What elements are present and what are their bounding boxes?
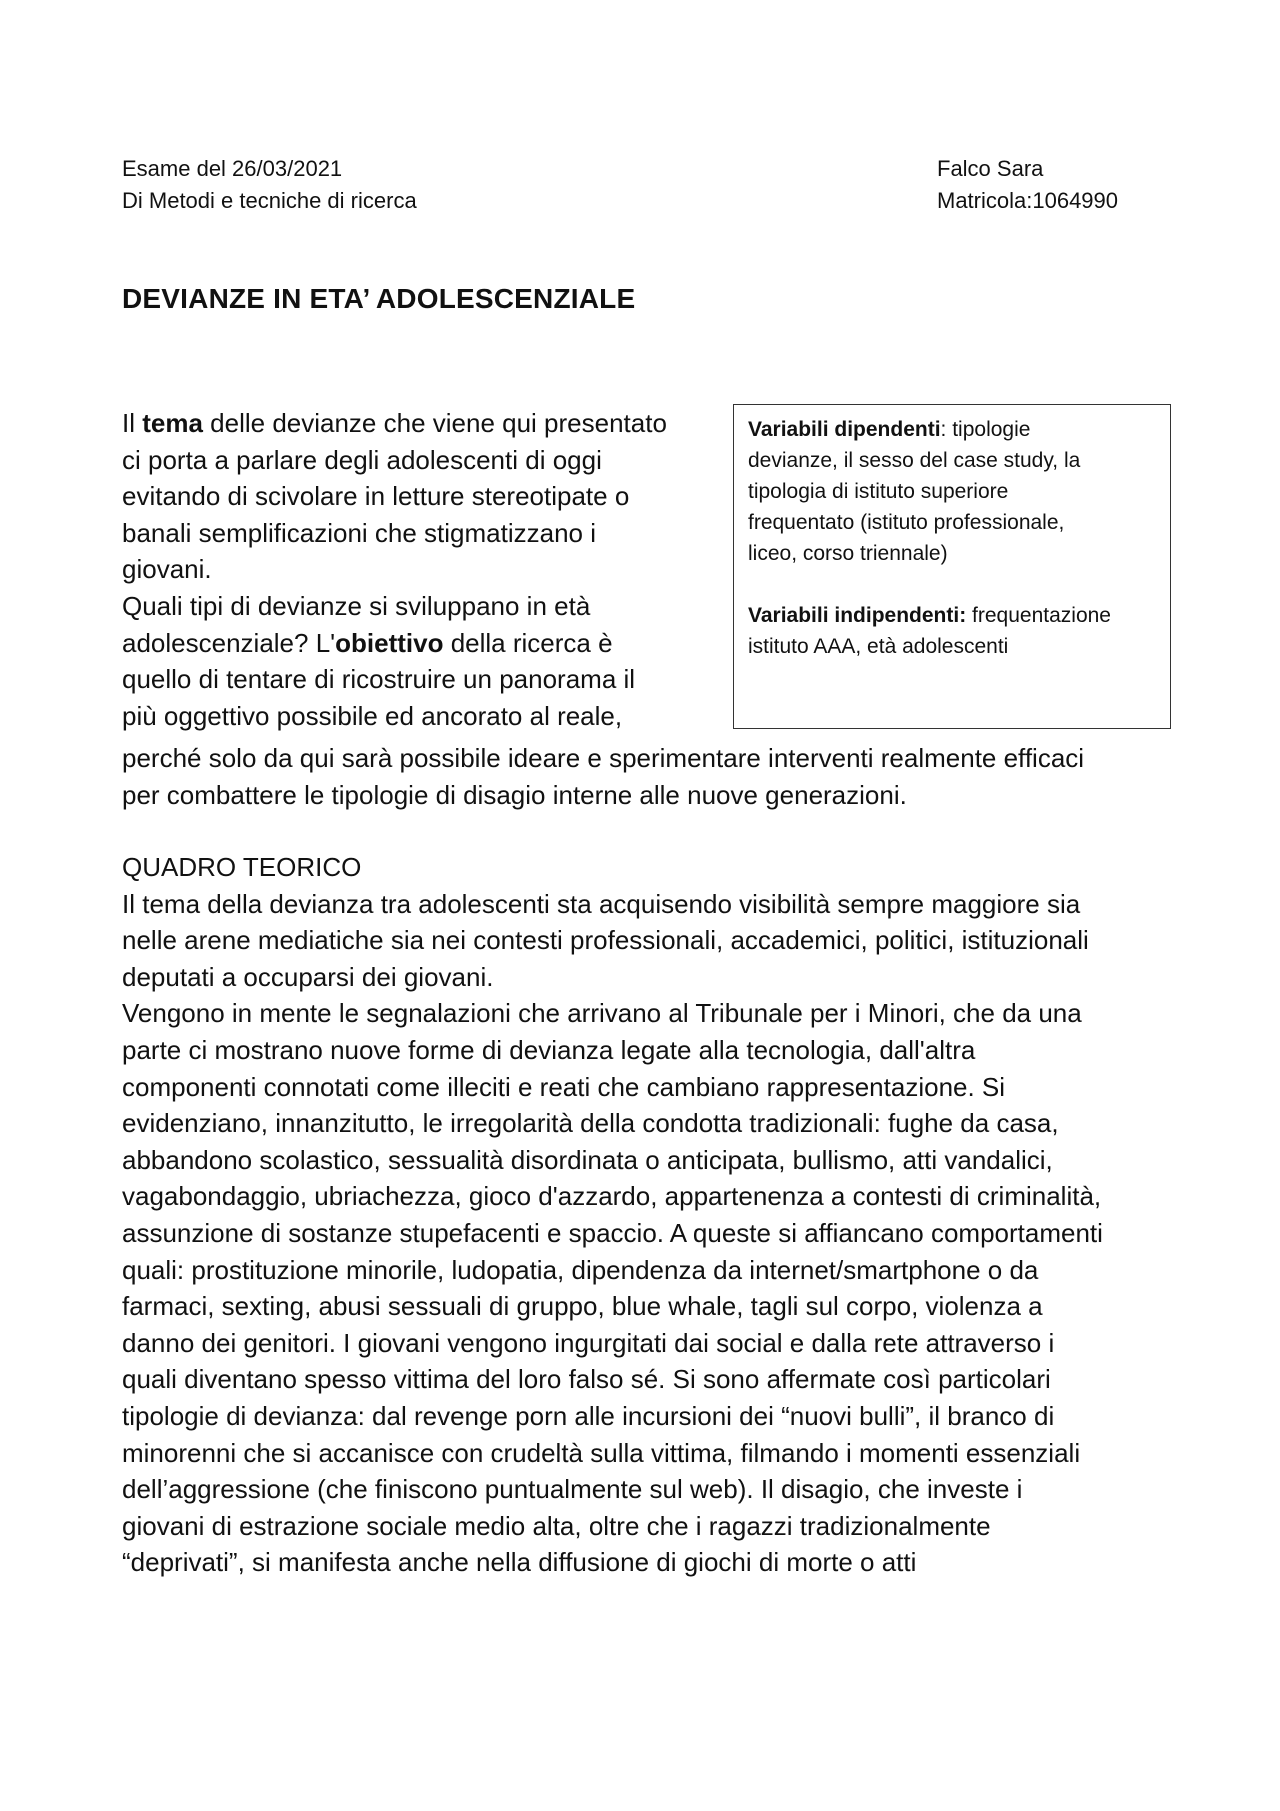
- box-line: devianze, il sesso del case study, la: [748, 449, 1081, 472]
- body-line: “deprivati”, si manifesta anche nella diffusione di giochi di morte o atti: [122, 1547, 917, 1578]
- independent-variables-label: Variabili indipendenti:: [748, 604, 967, 627]
- body-line: componenti connotati come illeciti e reati che cambiano rappresentazione. Si: [122, 1071, 1006, 1102]
- spacer: [748, 569, 1156, 600]
- body-line: danno dei genitori. I giovani vengono ingurgitati dai social e dalla rete attraverso i: [122, 1327, 1055, 1358]
- body-line: minorenni che si accanisce con crudeltà sulla vittima, filmando i momenti essenziali: [122, 1437, 1081, 1468]
- intro-line: perché solo da qui sarà possibile ideare e sperimentare interventi realmente efficaci: [122, 743, 1085, 773]
- intro-line: banali semplificazioni che stigmatizzano i: [122, 517, 597, 548]
- document-title: DEVIANZE IN ETA’ ADOLESCENZIALE: [122, 283, 636, 314]
- variables-box: [733, 404, 1171, 729]
- theory-section: [122, 849, 1182, 1581]
- body-line: deputati a occuparsi dei giovani.: [122, 961, 494, 992]
- text-span: delle devianze che viene qui presentato: [202, 408, 667, 438]
- student-info: [937, 153, 1118, 217]
- student-name: Falco Sara: [937, 156, 1044, 181]
- theory-body: [122, 886, 1182, 1581]
- body-line: dell’aggressione (che finiscono puntualmente sul web). Il disagio, che investe i: [122, 1474, 1023, 1505]
- body-line: tipologie di devianza: dal revenge porn alle incursioni dei “nuovi bulli”, il branco di: [122, 1400, 1055, 1431]
- independent-variables-line: [748, 600, 1156, 631]
- box-line: tipologia di istituto superiore: [748, 480, 1009, 503]
- body-line: Vengono in mente le segnalazioni che arrivano al Tribunale per i Minori, che da una: [122, 998, 1082, 1029]
- intro-line: più oggettivo possibile ed ancorato al reale,: [122, 700, 623, 731]
- intro-paragraph: [122, 405, 667, 734]
- bold-term: tema: [142, 408, 203, 438]
- intro-line: [122, 405, 667, 442]
- intro-line: ci porta a parlare degli adolescenti di oggi: [122, 444, 602, 475]
- box-line: frequentato (istituto professionale,: [748, 511, 1065, 534]
- body-line: abbandono scolastico, sessualità disordinata o anticipata, bullismo, atti vandalici,: [122, 1144, 1053, 1175]
- body-line: vagabondaggio, ubriachezza, gioco d'azzardo, appartenenza a contesti di criminalità,: [122, 1181, 1102, 1212]
- section-heading: QUADRO TEORICO: [122, 852, 362, 882]
- exam-date: Esame del 26/03/2021: [122, 156, 343, 181]
- body-line: quali: prostituzione minorile, ludopatia, dipendenza da internet/smartphone o da: [122, 1254, 1039, 1285]
- body-line: giovani di estrazione sociale medio alta, oltre che i ragazzi tradizionalmente: [122, 1510, 991, 1541]
- bold-term: obiettivo: [335, 627, 444, 658]
- intro-line: Quali tipi di devianze si sviluppano in età: [122, 590, 591, 621]
- exam-course: Di Metodi e tecniche di ricerca: [122, 188, 417, 213]
- body-line: quali diventano spesso vittima del loro falso sé. Si sono affermate così particolari: [122, 1364, 1051, 1395]
- intro-line: evitando di scivolare in letture stereotipate o: [122, 481, 630, 512]
- body-line: Il tema della devianza tra adolescenti sta acquisendo visibilità sempre maggiore sia: [122, 888, 1081, 919]
- intro-line: quello di tentare di ricostruire un panorama il: [122, 664, 636, 695]
- text-span: Il: [122, 408, 143, 438]
- student-id: Matricola:1064990: [937, 188, 1119, 213]
- body-line: farmaci, sexting, abusi sessuali di gruppo, blue whale, tagli sul corpo, violenza a: [122, 1291, 1043, 1322]
- body-line: parte ci mostrano nuove forme di devianza legate alla tecnologia, dall'altra: [122, 1034, 976, 1065]
- body-line: nelle arene mediatiche sia nei contesti professionali, accademici, politici, istituzionali: [122, 925, 1089, 956]
- text-span: della ricerca è: [443, 627, 613, 658]
- text-span: adolescenziale? L': [122, 627, 336, 658]
- dependent-variables-label: Variabili dipendenti: [748, 418, 941, 441]
- text-span: : tipologie: [940, 418, 1031, 441]
- intro-line: per combattere le tipologie di disagio interne alle nuove generazioni.: [122, 779, 907, 810]
- dependent-variables-line: [748, 414, 1156, 445]
- exam-info: [122, 153, 417, 217]
- body-line: assunzione di sostanze stupefacenti e spaccio. A queste si affiancano comportamenti: [122, 1217, 1103, 1248]
- intro-line: [122, 625, 662, 662]
- intro-line: giovani.: [122, 554, 212, 585]
- body-line: evidenziano, innanzitutto, le irregolarità della condotta tradizionali: fughe da casa,: [122, 1108, 1059, 1139]
- box-line: liceo, corso triennale): [748, 542, 948, 565]
- text-span: frequentazione: [966, 604, 1111, 627]
- intro-paragraph-continued: [122, 740, 1182, 813]
- box-line: istituto AAA, età adolescenti: [748, 635, 1009, 658]
